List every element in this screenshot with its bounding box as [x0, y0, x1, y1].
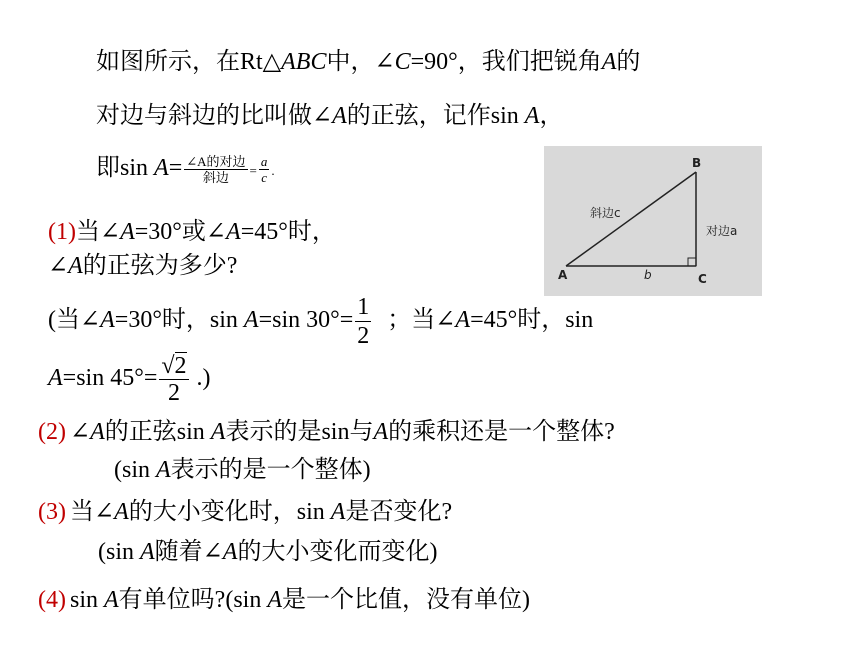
intro-line-2: [96, 102, 563, 130]
right-triangle-diagram: [544, 146, 762, 296]
label-hypotenuse: 斜边c: [590, 206, 621, 220]
text: sin: [69, 587, 104, 613]
text: 的正弦sin: [104, 419, 211, 445]
answer-1-line-1: [48, 290, 593, 350]
text: 的正弦，记作sin: [346, 103, 525, 129]
var-a: A: [68, 253, 83, 279]
text: 的大小变化而变化): [237, 539, 438, 565]
var-a: A: [140, 539, 155, 565]
var-c: C: [394, 49, 411, 75]
fraction-denominator: c: [261, 169, 267, 185]
var-a: A: [222, 539, 238, 565]
right-angle-mark: [688, 258, 696, 266]
text: (sin: [98, 539, 140, 565]
question-3-line-1: [38, 498, 452, 526]
label-opposite: 对边a: [706, 224, 738, 238]
fraction-numerator: ∠A的对边: [186, 153, 246, 169]
question-number: (2): [38, 419, 66, 445]
text: 随着∠: [154, 539, 223, 565]
text: ；当∠: [387, 307, 456, 333]
text: ∠: [48, 253, 69, 279]
var-a: A: [332, 103, 347, 129]
fraction-numerator: [159, 353, 188, 380]
question-2-line-1: [38, 418, 615, 446]
text: 的正弦为多少?: [82, 253, 238, 279]
text: 当∠: [69, 499, 115, 525]
question-number: (1): [48, 219, 76, 245]
var-a: A: [100, 307, 115, 333]
text: .): [196, 365, 211, 391]
text: (sin: [114, 457, 156, 483]
text: 的大小变化时，sin: [128, 499, 331, 525]
fraction-numerator: 1: [357, 293, 370, 320]
text: 对边与斜边的比叫做∠: [96, 103, 333, 129]
var-a: A: [226, 219, 241, 245]
question-number: (3): [38, 499, 66, 525]
var-a: A: [114, 499, 129, 525]
var-a: A: [154, 155, 169, 181]
question-4-line-1: [38, 586, 530, 614]
var-a: A: [48, 365, 63, 391]
text: 即sin: [96, 155, 155, 181]
radicand: 2: [174, 352, 187, 379]
label-a-vertex: A: [558, 268, 568, 282]
text: 有单位吗?(sin: [118, 587, 268, 613]
text: =sin 30°=: [258, 307, 354, 333]
intro-line-3: [96, 146, 275, 190]
var-a: A: [601, 49, 617, 75]
var-a: A: [243, 307, 259, 333]
fraction-denominator: 斜边: [202, 169, 229, 185]
text: 的乘积还是一个整体?: [388, 419, 615, 445]
period: .: [271, 163, 275, 178]
answer-3: [98, 538, 437, 566]
var-abc: ABC: [281, 49, 327, 75]
question-1-line-2: [48, 252, 237, 280]
fraction-root2-over-2: [159, 353, 188, 406]
var-a: A: [120, 219, 135, 245]
text: 当∠: [75, 219, 121, 245]
text: =90°，我们把锐角: [410, 49, 602, 75]
text: 是一个比值，没有单位): [282, 587, 530, 613]
question-1-line-1: [48, 218, 336, 246]
text: 的: [616, 49, 641, 75]
fraction-denominator: 2: [357, 322, 370, 349]
answer-2: [114, 456, 371, 484]
label-adjacent: b: [644, 268, 652, 282]
answer-1-line-2: [48, 348, 211, 408]
var-a: A: [90, 419, 105, 445]
text: 表示的是一个整体): [170, 457, 371, 483]
sqrt-symbol: √: [161, 352, 175, 379]
text: =30°时，sin: [114, 307, 244, 333]
text: ∠: [69, 419, 91, 445]
fraction-a-over-c: [259, 154, 270, 185]
text: 如图所示，在Rt△: [96, 49, 282, 75]
intro-line-1: [96, 48, 640, 76]
side-c: [566, 172, 696, 266]
text: =45°时，: [240, 219, 336, 245]
var-a: A: [267, 587, 282, 613]
text: =sin 45°=: [62, 365, 158, 391]
var-a: A: [104, 587, 119, 613]
fraction-one-half: [355, 293, 371, 350]
label-c-vertex: C: [698, 272, 707, 286]
question-number: (4): [38, 587, 66, 613]
var-a: A: [524, 103, 540, 129]
equals: =: [249, 163, 257, 178]
text: 表示的是sin与: [225, 419, 374, 445]
triangle-figure: [544, 146, 762, 296]
text: ，: [539, 103, 564, 129]
text: =45°时，sin: [470, 307, 594, 333]
fraction-denominator: 2: [167, 379, 180, 406]
label-b-vertex: B: [692, 156, 702, 170]
var-a: A: [373, 419, 389, 445]
var-a: A: [156, 457, 171, 483]
text: (当∠: [48, 307, 101, 333]
var-a: A: [210, 419, 226, 445]
text: 是否变化?: [345, 499, 453, 525]
fraction-numerator: a: [260, 153, 268, 169]
text: =: [168, 155, 183, 181]
var-a: A: [455, 307, 471, 333]
var-a: A: [330, 499, 346, 525]
text: =30°或∠: [134, 219, 227, 245]
fraction-opposite-over-hypotenuse: [184, 154, 247, 185]
text: 中，∠: [326, 49, 395, 75]
